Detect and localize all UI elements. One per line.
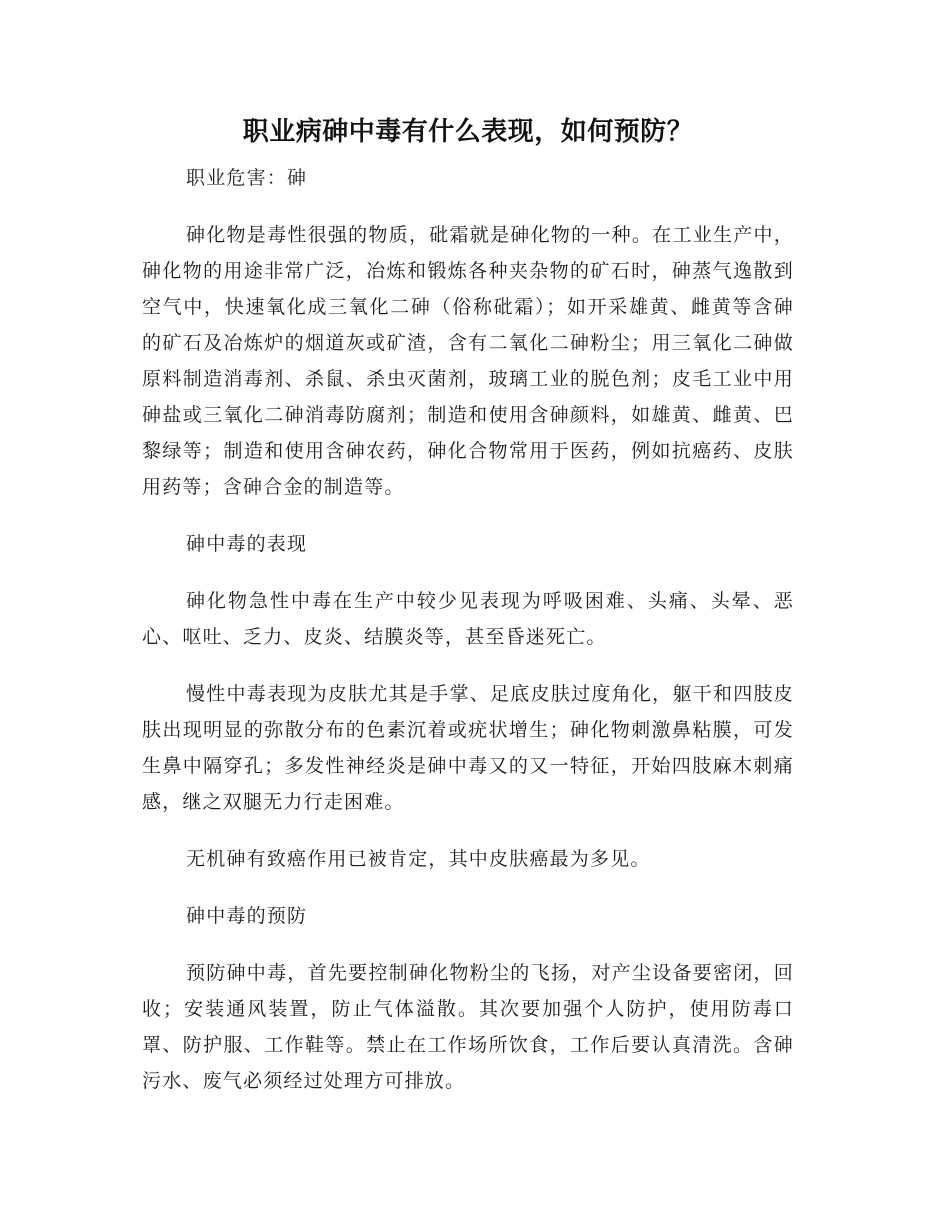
symptoms-heading: 砷中毒的表现 bbox=[186, 533, 308, 555]
acute-poisoning-paragraph: 砷化物急性中毒在生产中较少见表现为呼吸困难、头痛、头晕、恶心、呕吐、乏力、皮炎、结膜炎等，甚至昏迷死亡。 bbox=[142, 590, 794, 648]
prevention-heading: 砷中毒的预防 bbox=[186, 905, 308, 927]
prevention-paragraph: 预防砷中毒，首先要控制砷化物粉尘的飞扬，对产尘设备要密闭，回收；安装通风装置，防止气体溢散。其次要加强个人防护，使用防毒口罩、防护服、工作鞋等。禁止在工作场所饮食，工作后要认真清洗。含砷污水、废气必须经过处理方可排放。 bbox=[142, 962, 794, 1092]
document-title: 职业病砷中毒有什么表现，如何预防？ bbox=[242, 117, 694, 147]
hazard-label-paragraph: 职业危害：砷 bbox=[186, 167, 308, 189]
intro-paragraph: 砷化物是毒性很强的物质，砒霜就是砷化物的一种。在工业生产中，砷化物的用途非常广泛，冶炼和锻炼各种夹杂物的矿石时，砷蒸气逸散到空气中，快速氧化成三氧化二砷（俗称砒霜）；如开采雄黄、雌黄等含砷的矿石及冶炼炉的烟道灰或矿渣，含有二氧化二砷粉尘；用三氧化二砷做原料制造消毒剂、杀鼠、杀虫灭菌剂，玻璃工业的脱色剂；皮毛工业中用砷盐或三氧化二砷消毒防腐剂；制造和使用含砷颜料，如雄黄、雌黄、巴黎绿等；制造和使用含砷农药，砷化合物常用于医药，例如抗癌药、皮肤用药等；含砷合金的制造等。 bbox=[142, 224, 794, 498]
carcinogen-paragraph: 无机砷有致癌作用已被肯定，其中皮肤癌最为多见。 bbox=[186, 848, 651, 870]
document-page bbox=[142, 112, 794, 1099]
chronic-poisoning-paragraph: 慢性中毒表现为皮肤尤其是手掌、足底皮肤过度角化，躯干和四肢皮肤出现明显的弥散分布的色素沉着或疣状增生；砷化物刺激鼻粘膜，可发生鼻中隔穿孔；多发性神经炎是砷中毒又的又一特征，开始四肢麻木刺痛感，继之双腿无力行走困难。 bbox=[142, 683, 794, 813]
